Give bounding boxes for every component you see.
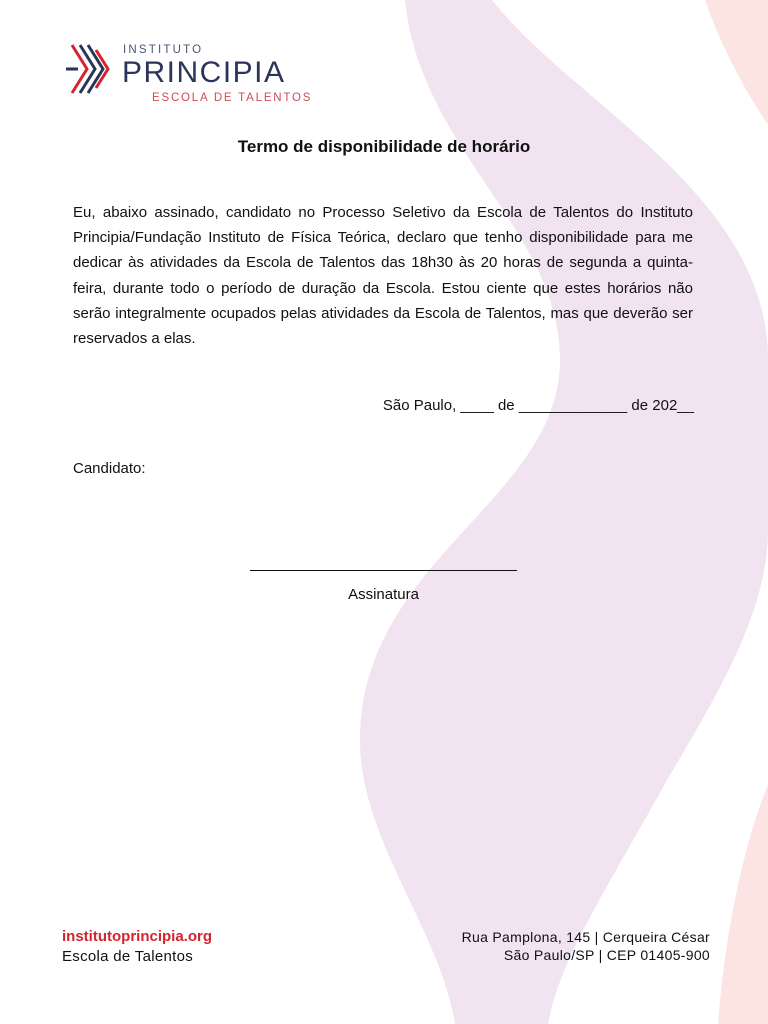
address-line-1: Rua Pamplona, 145 | Cerqueira César	[461, 929, 710, 945]
footer-address	[380, 928, 710, 964]
declaration-paragraph: Eu, abaixo assinado, candidato no Processo Seletivo da Escola de Talentos do Instituto Principia/Fundação Instituto de Física Teórica, declaro que tenho disponibilidade para me dedicar às atividades da Escola de Talentos das 18h30 às 20 horas de segunda a quinta-feira, durante todo o período de duração da Escola. Estou ciente que estes horários não serão integralmente ocupados pelas atividades da Escola de Talentos, mas que deverão ser reservados a elas.	[73, 204, 693, 348]
institute-logo	[66, 42, 316, 108]
document-title: Termo de disponibilidade de horário	[237, 137, 531, 156]
footer-school-name: Escola de Talentos	[62, 948, 194, 965]
website-link[interactable]: institutoprincipia.org	[62, 928, 212, 945]
date-line: São Paulo, ____ de _____________ de 202__	[382, 397, 694, 414]
peach-ribbon-bottom	[718, 785, 768, 1024]
peach-ribbon-top	[705, 0, 768, 125]
signature-line	[250, 570, 517, 571]
logo-chevron-icon	[66, 42, 116, 96]
address-line-2: São Paulo/SP | CEP 01405-900	[503, 947, 710, 963]
logo-text-principia: PRINCIPIA	[122, 56, 286, 89]
logo-text-escola: ESCOLA DE TALENTOS	[152, 92, 313, 104]
logo-text-instituto: INSTITUTO	[123, 44, 204, 56]
signature-label: Assinatura	[348, 586, 419, 603]
footer-left	[62, 927, 212, 967]
candidate-label: Candidato:	[73, 460, 146, 477]
